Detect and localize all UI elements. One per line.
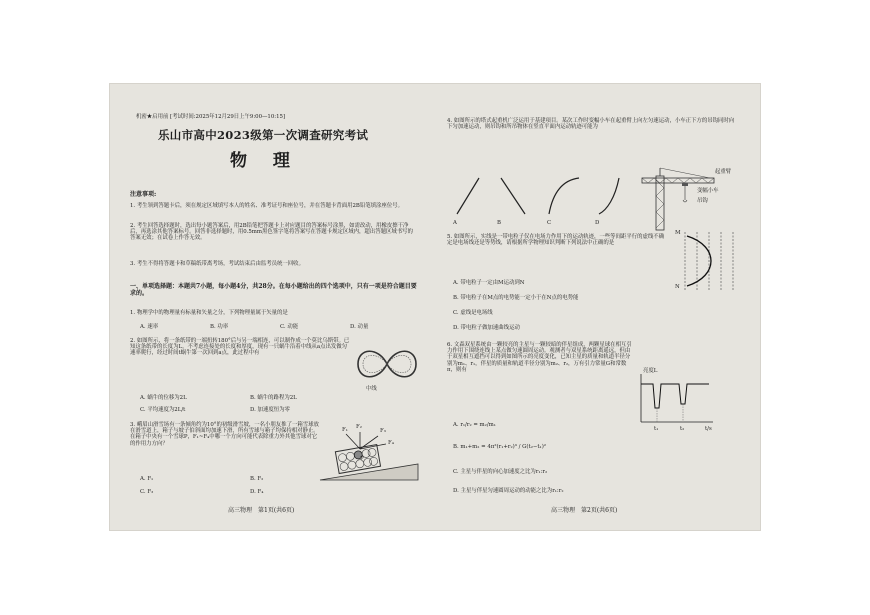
q4-option-a: A <box>453 220 457 226</box>
page-1-footer: 高三物理 第1页(共6页) <box>228 507 295 514</box>
brightness-graph <box>635 374 715 428</box>
q2-figure-label: 中线 <box>366 386 377 392</box>
exam-page-1 <box>110 84 435 530</box>
exam-page-2 <box>435 84 760 530</box>
q3-label-p: P <box>360 456 364 462</box>
q3-label-f1: F₁ <box>342 427 348 433</box>
page-2-footer: 高三物理 第2页(共6页) <box>551 507 618 514</box>
q6-option-d: D. 主星与伴星匀速圆周运动的动能之比为r₁:r₂ <box>453 488 564 494</box>
q1-option-a: A. 速率 <box>140 324 159 330</box>
section-heading: 一、单项选择题：本题共7小题，每小题4分，共28分。在每小题给出的四个选项中，只有一项是符合题目要求的。 <box>130 283 417 297</box>
q6-graph-xlabel: t/s <box>705 426 712 432</box>
q1-option-b: B. 功率 <box>210 324 229 330</box>
exam-title: 乐山市高中2023级第一次调查研究考试 <box>158 128 369 142</box>
exam-sheet <box>110 84 760 530</box>
q2-option-c: C. 平均速度为2L/t <box>140 407 186 413</box>
q3-option-c: C. F₃ <box>140 489 154 495</box>
note-1: 1. 考生领到答题卡后，须在规定区域填写本人的姓名、准考证号和座位号，并在答题卡背面用2B铅笔填涂座位号。 <box>130 203 403 209</box>
q2-option-d: D. 加速度恒为零 <box>250 407 290 413</box>
q4-option-b: B <box>497 220 501 226</box>
q3-option-b: B. F₂ <box>250 476 264 482</box>
q5-option-a: A. 带电粒子一定由M运动到N <box>453 280 525 286</box>
q6-graph-tick-t1: t₁ <box>654 426 659 432</box>
trajectory-options-figure <box>453 174 623 218</box>
subject-title: 物 理 <box>230 151 300 171</box>
q6-graph-tick-t2: t₂ <box>680 426 685 432</box>
electric-field-figure <box>675 230 737 292</box>
note-3: 3. 考生不得将答题卡和草稿纸带离考场，考试结束后由监考员统一回收。 <box>130 261 304 267</box>
q6-option-b: B. m₁+m₂ = 4π²(r₁+r₂)³ / G(t₂−t₁)² <box>453 444 546 450</box>
tower-crane-figure <box>640 166 738 230</box>
q5-option-b: B. 带电粒子在M点的电势能一定小于在N点的电势能 <box>453 295 579 301</box>
q1-option-c: C. 动能 <box>280 324 299 330</box>
q4-label-trolley: 变幅小车 <box>697 188 719 194</box>
q5-label-n: N <box>675 284 680 290</box>
notes-heading: 注意事项: <box>130 191 157 198</box>
q3-label-f2: F₂ <box>356 424 362 430</box>
q5-stem: 5. 如图所示，实线是一带电粒子仅在电场力作用下的运动轨迹，一些等间距平行的虚线不确定是电场线还是等势线，请根据所学物理知识判断下列说法中正确的是 <box>447 234 665 247</box>
q3-option-a: A. F₁ <box>140 476 154 482</box>
q2-stem: 2. 如图所示，将一条纸带的一端扭转180°后与另一端相连，可以制作成一个莫比乌斯带。已知这条纸带的长度为L，不考虑连接处的长度和厚度，现有一只蜗牛沿着中线从a点出发做匀速率爬行，经过时间t蜗牛第一次回到a点，此过程中有 <box>130 338 350 357</box>
q3-label-f4: F₄ <box>388 440 394 446</box>
q6-graph-ylabel: 亮度L <box>643 368 658 374</box>
top-line: 机密★启用前 [考试时间:2025年12月29日上午9:00—10:15] <box>136 114 286 120</box>
q4-option-c: C <box>547 220 552 226</box>
q6-stem-intro: 6. 文森双星系统由一颗较亮的主星与一颗较暗的伴星组成，两颗星球在相互引力作用下围绕连线上某点做匀速圆周运动。观测者与双星系统距离遥远，但由于双星相互遮挡可以得到如图所示的亮度变化，已知主星的质量和轨道半径分别为m₁、r₁，伴星的质量和轨道半径分别为m₂、r₂，万有引力常量G和常数π，则有 <box>447 342 632 373</box>
q2-option-a: A. 蜗牛的位移为2L <box>140 395 187 401</box>
mobius-strip-figure <box>354 342 420 386</box>
q3-option-d: D. F₄ <box>250 489 264 495</box>
q1-option-d: D. 动量 <box>350 324 369 330</box>
note-2: 2. 考生回答选择题时，选出每小题答案后，用2B铅笔把答题卡上对应题目的答案标号涂黑，如需改动，用橡皮擦干净后，再选涂其他答案标号。回答非选择题时，用0.5mm黑色签字笔将答案写在答题卡规定区域内，超出答题区域书写的答案无效；在试卷上作答无效。 <box>130 223 413 242</box>
q1-stem: 1. 物理学中的物理量有标量和矢量之分，下列物理量属于矢量的是 <box>130 310 288 316</box>
q5-label-m: M <box>675 230 681 236</box>
q4-stem: 4. 如图所示的塔式起重机广泛运用于基建项目。某次工作时变幅小车在起重臂上向左匀速运动，小车正下方的吊钩同时向下匀加速运动，则吊钩和所吊物体在竖直平面内运动轨迹可能为 <box>447 118 735 131</box>
q5-option-c: C. 虚线是电场线 <box>453 310 493 316</box>
q6-option-c: C. 主星与伴星的向心加速度之比为r₁:r₂ <box>453 469 548 475</box>
snow-slope-figure <box>320 434 420 482</box>
q4-option-d: D <box>595 220 600 226</box>
q4-label-boom: 起重臂 <box>715 169 732 175</box>
q3-label-f3: F₃ <box>380 428 386 434</box>
q2-option-b: B. 蜗牛的路程为2L <box>250 395 297 401</box>
q5-option-d: D. 带电粒子做加速曲线运动 <box>453 325 520 331</box>
q3-stem: 3. 峨眉山滑雪场有一条倾角约为10°的初级滑雪坡，一名小朋友推了一箱雪球放在滑雪道上，箱子与坡子伯斜面均加速下滑，所有雪球与箱子均保持相对静止。在箱子中央有一个雪球P，F₁~F₄中哪一个方向可能代表除重力外其他雪球对它的作用力方向？ <box>130 422 319 447</box>
q6-option-a: A. r₁/r₂ = m₂/m₁ <box>453 422 496 428</box>
q4-label-hook: 吊钩 <box>697 198 708 204</box>
